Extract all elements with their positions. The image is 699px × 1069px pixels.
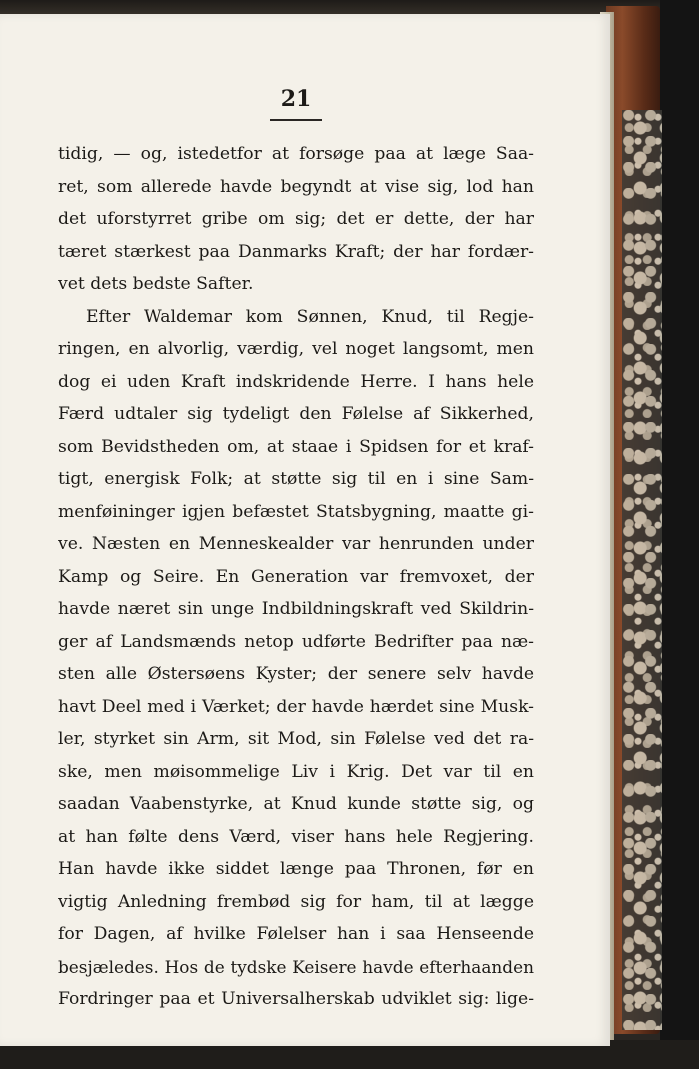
text-line: som Bevidstheden om, at staae i Spidsen for et kraf- [58, 436, 534, 457]
text-line: Han havde ikke siddet længe paa Thronen, før en [58, 859, 534, 879]
text-line: vet dets bedste Safter. [58, 274, 254, 294]
text-line: tæret stærkest paa Danmarks Kraft; der har fordær- [58, 241, 534, 262]
text-line: ler, styrket sin Arm, sit Mod, sin Følelse ved det ra- [58, 729, 534, 749]
text-line: ve. Næsten en Menneskealder var henrunden under [58, 534, 534, 554]
text-line: ger af Landsmænds netop udførte Bedrifter paa næ- [58, 631, 534, 652]
text-line: Kamp og Seire. En Generation var fremvoxet, der [58, 566, 534, 587]
text-line: ringen, en alvorlig, værdig, vel noget langsomt, men [58, 339, 534, 359]
text-line: at han følte dens Værd, viser hans hele Regjering. [58, 826, 534, 847]
text-line: Fordringer paa et Universalherskab udviklet sig: lige- [58, 989, 534, 1009]
text-line: vigtig Anledning frembød sig for ham, til at lægge [58, 891, 534, 912]
text-line: ske, men møisommelige Liv i Krig. Det var til en [58, 761, 534, 782]
text-line: sten alle Østersøens Kyster; der senere selv havde [58, 664, 534, 684]
background-right [660, 0, 699, 1069]
text-line: ret, som allerede havde begyndt at vise sig, lod han [58, 176, 534, 197]
text-line: menføininger igjen befæstet Statsbygning, maatte gi- [58, 501, 534, 522]
text-line: Færd udtaler sig tydeligt den Følelse af Sikkerhed, [58, 404, 534, 424]
text-line: for Dagen, af hvilke Følelser han i saa Henseende [58, 924, 534, 944]
marbled-endpaper [622, 110, 662, 1030]
text-line: havt Deel med i Værket; der havde hærdet sine Musk- [58, 696, 534, 717]
page-number-rule [270, 119, 322, 121]
page-number: 21 [280, 86, 312, 112]
text-line: det uforstyrret gribe om sig; det er dette, der har [58, 209, 534, 229]
page [0, 14, 610, 1046]
text-line: dog ei uden Kraft indskridende Herre. I hans hele [58, 371, 534, 392]
text-line: havde næret sin unge Indbildningskraft ved Skildrin- [58, 599, 534, 619]
text-line: tidig, — og, istedetfor at forsøge paa at læge Saa- [58, 144, 534, 164]
text-line: Efter Waldemar kom Sønnen, Knud, til Regje- [86, 306, 534, 327]
text-line: tigt, energisk Folk; at støtte sig til en i sine Sam- [58, 469, 534, 489]
text-line: besjæledes. Hos de tydske Keisere havde efterhaanden [58, 956, 534, 977]
text-line: saadan Vaabenstyrke, at Knud kunde støtte sig, og [58, 794, 534, 814]
body-text [58, 138, 534, 1016]
